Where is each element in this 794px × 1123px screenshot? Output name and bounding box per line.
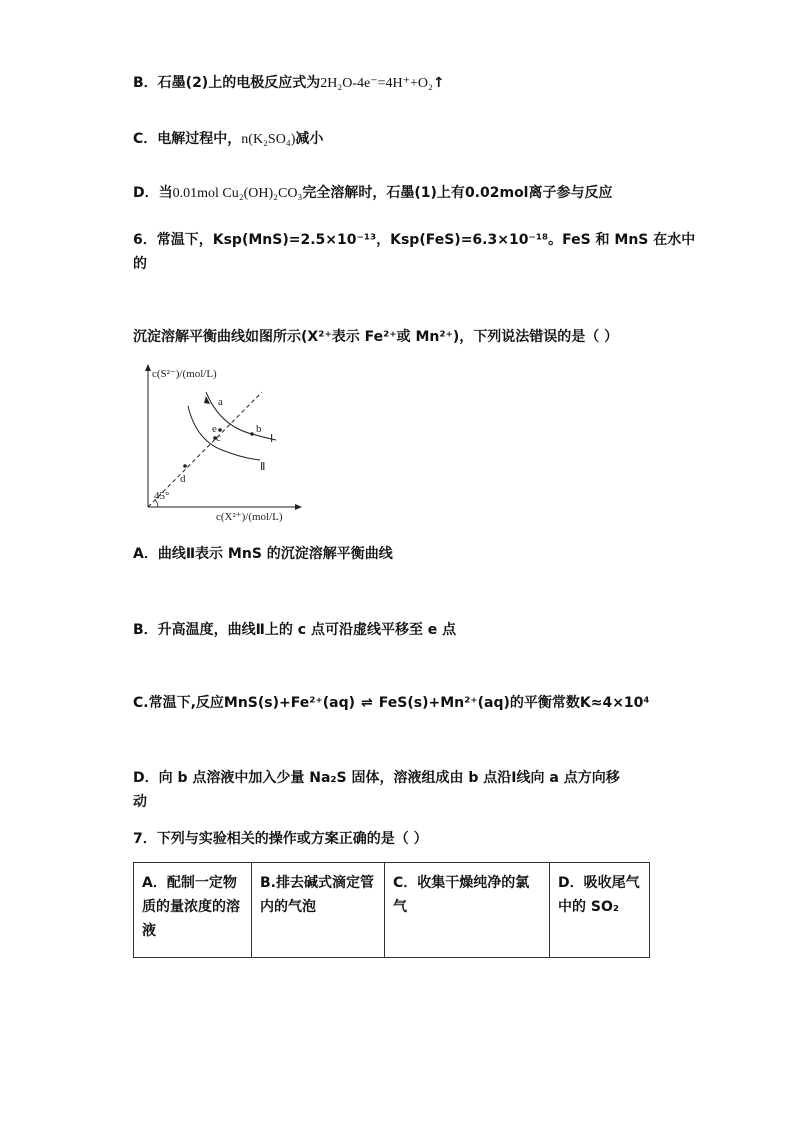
q5-option-d-text-end: 离子参与反应 bbox=[528, 185, 613, 201]
point-b bbox=[250, 432, 254, 436]
solubility-equilibrium-figure bbox=[140, 362, 305, 527]
equilibrium-arrow-icon: ⇌ bbox=[361, 695, 373, 711]
curve-1-arrow bbox=[204, 396, 210, 404]
q5-option-c-label: C．电解过程中， bbox=[133, 131, 242, 147]
q6-option-c-reaction: C.常温下,反应MnS(s)+Fe²⁺(aq) bbox=[133, 695, 356, 711]
point-d bbox=[183, 464, 187, 468]
q5-option-d-amount: 0.02mol bbox=[464, 185, 529, 201]
q7-stem: 7．下列与实验相关的操作或方案正确的是（ ） bbox=[133, 831, 428, 847]
q6-option-d-line1: D．向 b 点溶液中加入少量 Na₂S 固体，溶液组成由 b 点沿Ⅰ线向 a 点方向移 bbox=[133, 770, 620, 786]
q6-option-d-line2: 动 bbox=[133, 794, 147, 810]
q5-option-c-formula: n(K₂SO₄) bbox=[241, 132, 296, 147]
q5-option-b-text: 石墨(2)上的电极反应式为 bbox=[157, 75, 321, 91]
angle-label: 45° bbox=[154, 490, 170, 502]
q6-stem-line2: 的 bbox=[133, 256, 147, 272]
q5-option-d bbox=[133, 182, 612, 202]
q5-option-b-formula: 2H₂O-4e⁻=4H⁺+O₂ bbox=[320, 76, 433, 91]
q6-stem-line1: 6．常温下，Ksp(MnS)=2.5×10⁻¹³，Ksp(FeS)=6.3×10⁻¹⁸。FeS 和 MnS 在水中 bbox=[133, 232, 696, 248]
y-axis-label: c(S²⁻)/(mol/L) bbox=[152, 368, 217, 380]
q7-option-b: B.排去碱式滴定管内的气泡 bbox=[252, 863, 385, 958]
q7-option-d: D．吸收尾气中的 SO₂ bbox=[550, 863, 650, 958]
q6-option-a: A．曲线Ⅱ表示 MnS 的沉淀溶解平衡曲线 bbox=[133, 546, 393, 562]
q6-stem-line3: 沉淀溶解平衡曲线如图所示(X²⁺表示 Fe²⁺或 Mn²⁺)，下列说法错误的是（ ） bbox=[133, 329, 619, 345]
q5-option-b bbox=[133, 72, 445, 92]
point-a-label: a bbox=[218, 396, 223, 408]
point-d-label: d bbox=[180, 473, 186, 485]
x-axis-arrow bbox=[295, 504, 302, 510]
q6-option-b: B．升高温度，曲线Ⅱ上的 c 点可沿虚线平移至 e 点 bbox=[133, 622, 457, 638]
q5-option-c bbox=[133, 128, 323, 148]
curve-1-label: Ⅰ bbox=[270, 433, 274, 445]
y-axis-arrow bbox=[145, 364, 151, 371]
q6-option-c-result: FeS(s)+Mn²⁺(aq)的平衡常数K≈4×10⁴ bbox=[378, 695, 650, 711]
q5-option-b-label: B． bbox=[133, 75, 158, 91]
q7-option-a: A．配制一定物质的量浓度的溶液 bbox=[134, 863, 252, 958]
q7-options-table bbox=[133, 862, 650, 958]
up-arrow-icon: ↑ bbox=[432, 75, 445, 91]
table-row bbox=[134, 863, 650, 958]
q5-option-d-label: D．当 bbox=[133, 185, 173, 201]
point-e-label: e bbox=[212, 423, 217, 435]
point-b-label: b bbox=[256, 423, 262, 435]
q5-option-d-text: 完全溶解时，石墨(1)上有 bbox=[302, 185, 465, 201]
point-c-label: c bbox=[216, 432, 221, 444]
q5-option-c-text: 减小 bbox=[295, 131, 324, 147]
x-axis-label: c(X²⁺)/(mol/L) bbox=[216, 511, 283, 523]
q6-option-c bbox=[133, 692, 650, 712]
curve-2-label: Ⅱ bbox=[260, 461, 266, 473]
q5-option-d-formula: 0.01mol Cu₂(OH)₂CO₃ bbox=[172, 186, 303, 201]
q7-option-c: C．收集干燥纯净的氯气 bbox=[385, 863, 550, 958]
